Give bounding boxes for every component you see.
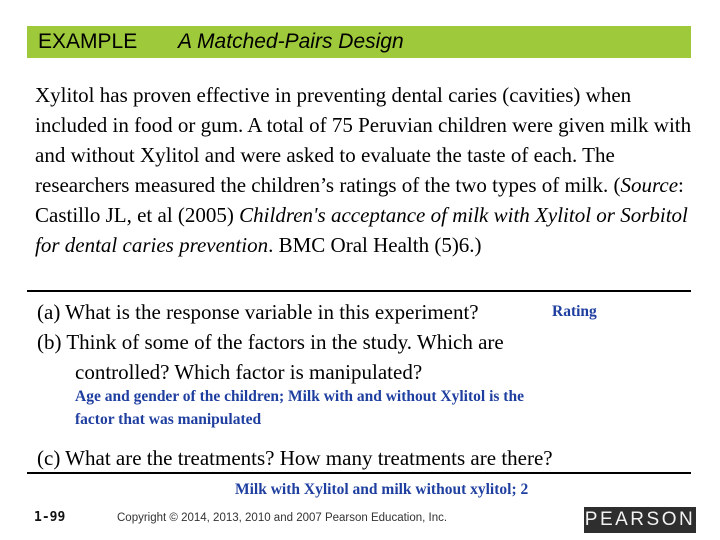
answer-a: Rating bbox=[552, 303, 597, 320]
article-title: Children's acceptance of milk with Xylitol or Sorbitol for dental caries prevention bbox=[35, 203, 688, 257]
pearson-logo: PEARSON bbox=[584, 507, 696, 533]
slide-footer bbox=[0, 505, 720, 540]
question-b-line2: controlled? Which factor is manipulated? bbox=[75, 360, 423, 384]
question-b-line1: (b) Think of some of the factors in the study. Which are bbox=[37, 330, 504, 354]
copyright-notice: Copyright © 2014, 2013, 2010 and 2007 Pearson Education, Inc. bbox=[117, 512, 448, 524]
intro-paragraph bbox=[35, 80, 705, 260]
answer-b-line2: factor that was manipulated bbox=[75, 411, 262, 428]
example-label: EXAMPLE bbox=[38, 30, 138, 53]
example-title: A Matched-Pairs Design bbox=[178, 30, 404, 53]
answer-c: Milk with Xylitol and milk without xylitol; 2 bbox=[235, 481, 529, 498]
intro-text-3: . BMC Oral Health (5)6.) bbox=[268, 233, 482, 257]
intro-text-2: : Castillo JL, et al (2005) bbox=[35, 173, 684, 227]
answer-b-line1: Age and gender of the children; Milk with and without Xylitol is the bbox=[75, 388, 524, 405]
example-header-bar bbox=[27, 26, 691, 58]
source-label: Source bbox=[620, 173, 679, 197]
divider-bottom bbox=[27, 472, 691, 474]
question-a: (a) What is the response variable in this experiment? bbox=[37, 300, 479, 324]
intro-text-1: Xylitol has proven effective in preventing dental caries (cavities) when included in food or gum. A total of 75 Peruvian children were given milk with and without Xylitol and were asked to evaluate the taste of each. The researchers measured the children’s ratings of the two types of milk. ( bbox=[35, 83, 692, 197]
page-number: 1-99 bbox=[34, 510, 66, 525]
question-c: (c) What are the treatments? How many treatments are there? bbox=[37, 446, 553, 470]
divider-top bbox=[27, 290, 691, 292]
